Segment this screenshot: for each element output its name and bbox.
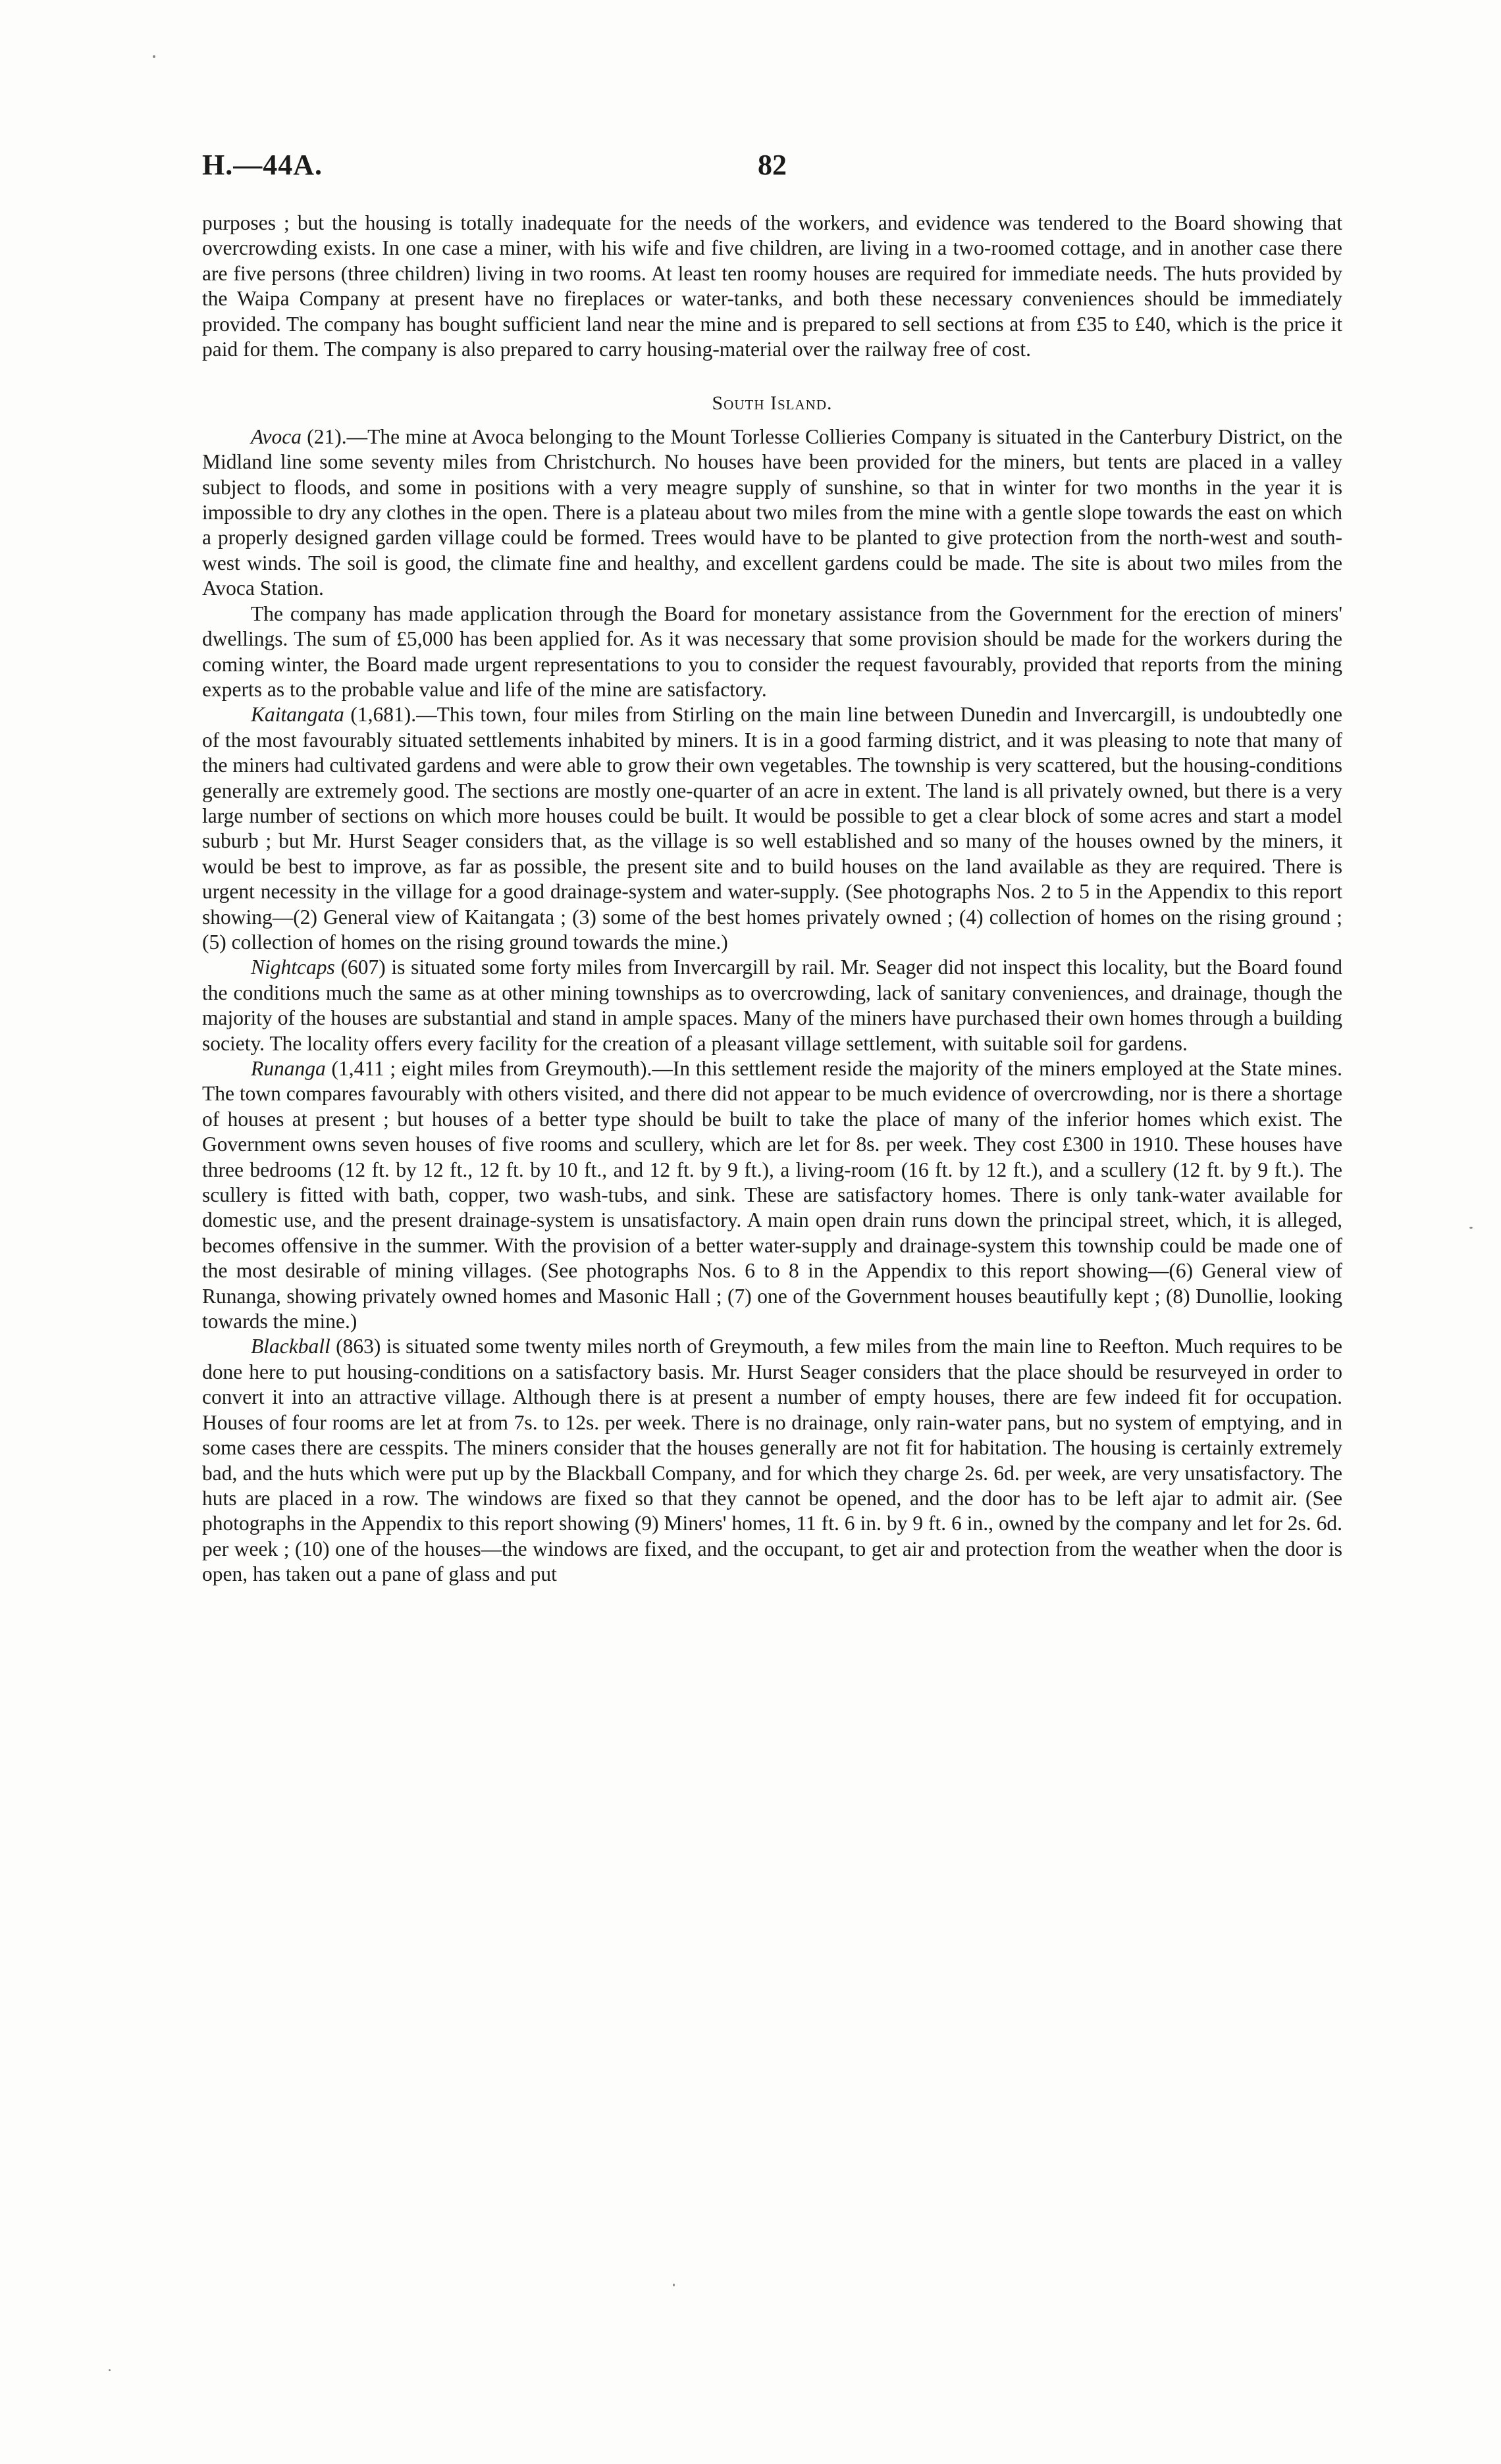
paragraph-avoca-text: (21).—The mine at Avoca belonging to the Mount Torlesse Collieries Company is situated in the Canterbury District, on the Midland line some seventy miles from Christchurch. No houses have been provided for the miners, but tents are placed in a valley subject to floods, and some in positions with a very meagre supply of sunshine, so that in winter for two months in the year it is impossible to dry any clothes in the open. There is a plateau about two miles from the mine with a gentle slope towards the east on which a properly designed garden village could be formed. Trees would have to be planted to give protection from the north-west and south-west winds. The soil is good, the climate fine and healthy, and excellent gardens could be made. The site is about two miles from the Avoca Station.	[202, 424, 1342, 600]
document-body	[202, 211, 1342, 1587]
paragraph-avoca	[202, 424, 1342, 602]
place-name-kaitangata: Kaitangata	[251, 703, 344, 727]
scan-speck	[673, 2284, 675, 2286]
section-heading: South Island.	[712, 392, 833, 415]
scan-speck	[153, 55, 155, 58]
place-name-nightcaps: Nightcaps	[251, 956, 335, 979]
page-header	[202, 148, 1342, 188]
paragraph-kaitangata-text: (1,681).—This town, four miles from Stirling on the main line between Dunedin and Invercargill, is undoubtedly one of the most favourably situated settlements inhabited by miners. It is in a good farming district, and it was pleasing to note that many of the miners had cultivated gardens and were able to grow their own vegetables. The township is very scattered, but the housing-conditions generally are extremely good. The sections are mostly one-quarter of an acre in extent. The land is all privately owned, but there is a very large number of sections on which more houses could be built. It would be possible to get a clear block of some acres and start a model suburb ; but Mr. Hurst Seager considers that, as the village is so well established and so many of the houses owned by the miners, it would be best to improve, as far as possible, the present site and to build houses on the land available as they are required. There is urgent necessity in the village for a good drainage-system and water-supply. (See photographs Nos. 2 to 5 in the Appendix to this report showing—(2) General view of Kaitangata ; (3) some of the best homes privately owned ; (4) collection of homes on the rising ground ; (5) collection of homes on the rising ground towards the mine.)	[202, 703, 1342, 954]
scan-speck	[1469, 1227, 1473, 1229]
page-number: 82	[758, 149, 787, 181]
place-name-avoca: Avoca	[251, 424, 302, 448]
paragraph-kaitangata	[202, 702, 1342, 955]
scan-speck	[109, 2369, 111, 2371]
place-name-blackball: Blackball	[251, 1335, 330, 1358]
paragraph-company: The company has made application through the Board for monetary assistance from the Government for the erection of miners' dwellings. The sum of £5,000 has been applied for. As it was necessary that some provision should be made for the workers during the coming winter, the Board made urgent representations to you to consider the request favourably, provided that reports from the mining experts as to the probable value and life of the mine are satisfactory.	[202, 602, 1342, 701]
paragraph-blackball-text: (863) is situated some twenty miles north of Greymouth, a few miles from the main line to Reefton. Much requires to be done here to put housing-conditions on a satisfactory basis. Mr. Hurst Seager considers that the place should be resurveyed in order to convert it into an attractive village. Although there is at present a number of empty houses, there are few indeed fit for occupation. Houses of four rooms are let at from 7s. to 12s. per week. There is no drainage, only rain-water pans, but no system of emptying, and in some cases there are cesspits. The miners consider that the houses generally are not fit for habitation. The housing is certainly extremely bad, and the huts which were put up by the Blackball Company, and for which they charge 2s. 6d. per week, are very unsatisfactory. The huts are placed in a row. The windows are fixed so that they cannot be opened, and the door has to be left ajar to admit air. (See photographs in the Appendix to this report showing (9) Miners' homes, 11 ft. 6 in. by 9 ft. 6 in., owned by the company and let for 2s. 6d. per week ; (10) one of the houses—the windows are fixed, and the occupant, to get air and protection from the weather when the door is open, has taken out a pane of glass and put	[202, 1335, 1342, 1586]
paragraph-blackball	[202, 1334, 1342, 1587]
paragraph-nightcaps-text: (607) is situated some forty miles from Invercargill by rail. Mr. Seager did not inspect this locality, but the Board found the conditions much the same as at other mining townships as to overcrowding, lack of sanitary conveniences, and drainage, though the majority of the houses are substantial and stand in ample spaces. Many of the miners have purchased their own homes through a building society. The locality offers every facility for the creation of a pleasant village settlement, with suitable soil for gardens.	[202, 956, 1342, 1055]
place-name-runanga: Runanga	[251, 1057, 326, 1080]
paragraph-intro: purposes ; but the housing is totally inadequate for the needs of the workers, and evidence was tendered to the Board showing that overcrowding exists. In one case a miner, with his wife and five children, are living in a two-roomed cottage, and in another case there are five persons (three children) living in two rooms. At least ten roomy houses are required for immediate needs. The huts provided by the Waipa Company at present have no fireplaces or water-tanks, and both these necessary conveniences should be immediately provided. The company has bought sufficient land near the mine and is prepared to sell sections at from £35 to £40, which is the price it paid for them. The company is also prepared to carry housing-material over the railway free of cost.	[202, 211, 1342, 361]
paragraph-runanga-text: (1,411 ; eight miles from Greymouth).—In this settlement reside the majority of the miners employed at the State mines. The town compares favourably with others visited, and there did not appear to be much evidence of overcrowding, nor is there a shortage of houses at present ; but houses of a better type should be built to take the place of many of the inferior homes which exist. The Government owns seven houses of five rooms and scullery, which are let for 8s. per week. They cost £300 in 1910. These houses have three bedrooms (12 ft. by 12 ft., 12 ft. by 10 ft., and 12 ft. by 9 ft.), a living-room (16 ft. by 12 ft.), and a scullery (12 ft. by 9 ft.). The scullery is fitted with bath, copper, two wash-tubs, and sink. These are satisfactory homes. There is only tank-water available for domestic use, and the present drainage-system is unsatisfactory. A main open drain runs down the principal street, which, it is alleged, becomes offensive in the summer. With the provision of a better water-supply and drainage-system this township could be made one of the most desirable of mining villages. (See photographs Nos. 6 to 8 in the Appendix to this report showing—(6) General view of Runanga, showing privately owned homes and Masonic Hall ; (7) one of the Government houses beautifully kept ; (8) Dunollie, looking towards the mine.)	[202, 1057, 1342, 1333]
paragraph-nightcaps	[202, 955, 1342, 1056]
document-reference: H.—44A.	[202, 149, 323, 181]
paragraph-runanga	[202, 1056, 1342, 1334]
